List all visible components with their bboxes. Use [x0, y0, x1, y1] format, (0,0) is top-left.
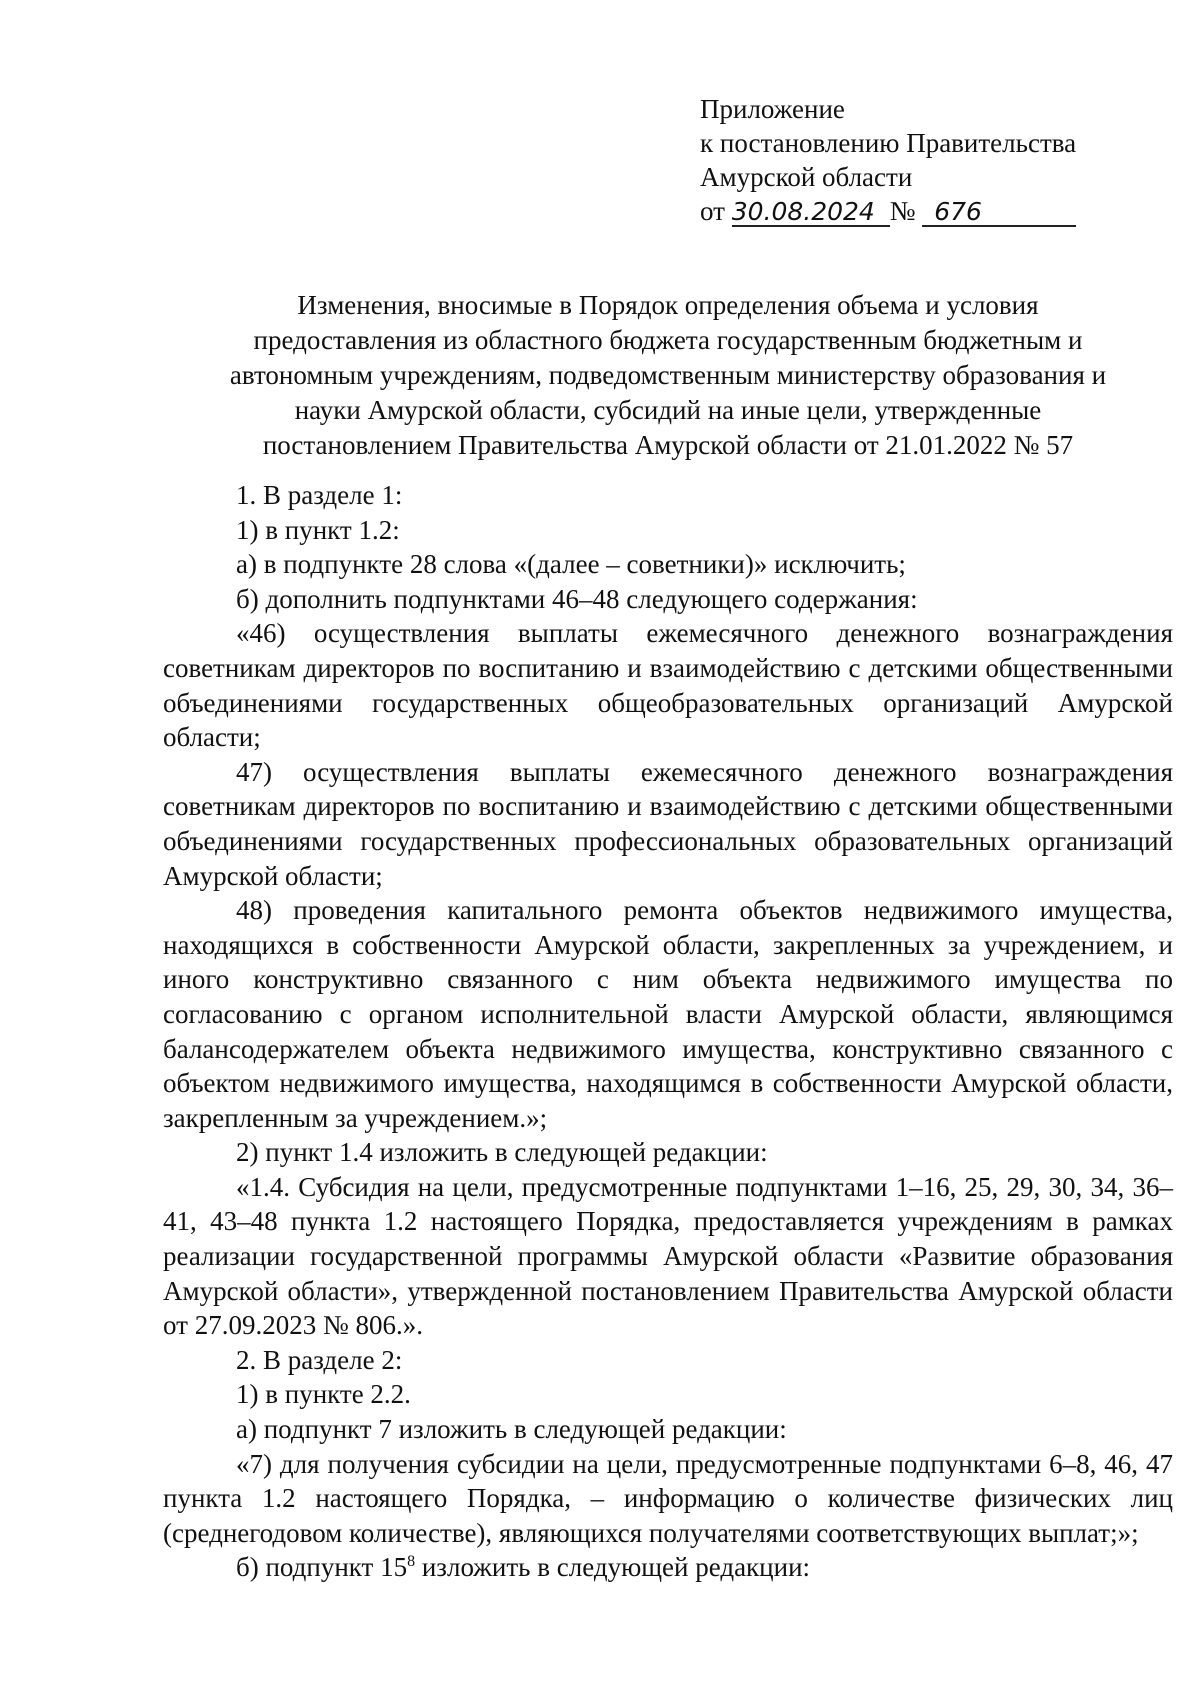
document-body: [163, 478, 1173, 1585]
paragraph: 47) осуществления выплаты ежемесячного денежного вознаграждения советникам директоров по воспитанию и взаимодействию с детскими общественными объединениями государственных профессиональных образовательных организаций Амурской области;: [163, 756, 1173, 891]
document-title: [168, 288, 1168, 463]
paragraph: а) подпункт 7 изложить в следующей редакции:: [236, 1414, 787, 1445]
title-line: постановлением Правительства Амурской области от 21.01.2022 № 57: [262, 430, 1074, 460]
paragraph: [163, 1550, 1173, 1585]
title-line: автономным учреждениям, подведомственным министерству образования и: [229, 360, 1107, 390]
number-label: №: [889, 196, 916, 226]
title-line: предоставления из областного бюджета государственным бюджетным и: [253, 325, 1083, 355]
approval-block: [700, 92, 1160, 228]
paragraph: 2) пункт 1.4 изложить в следующей редакции:: [236, 1137, 768, 1168]
from-label: от: [700, 196, 725, 226]
paragraph: 48) проведения капитального ремонта объектов недвижимого имущества, находящихся в собственности Амурской области, закрепленных за учреждением, и иного конструктивно связанного с ним объекта недвижимого имущества по согласованию с органом исполнительной власти Амурской области, являющимся балансодержателем объекта недвижимого имущества, конструктивно связанного с объектом недвижимого имущества, находящимся в собственности Амурской области, закрепленным за учреждением.»;: [163, 895, 1173, 1133]
paragraph: 1. В разделе 1:: [236, 480, 403, 510]
paragraph: 1) в пункт 1.2:: [236, 514, 400, 545]
paragraph: 2. В разделе 2:: [236, 1344, 403, 1375]
paragraph: «46) осуществления выплаты ежемесячного денежного вознаграждения советникам директоров по воспитанию и взаимодействию с детскими общественными объединениями государственных общеобразовательных организаций Амурской области;: [163, 618, 1173, 753]
approval-line: Приложение: [700, 94, 845, 124]
paragraph: «7) для получения субсидии на цели, предусмотренные подпунктами 6–8, 46, 47 пункта 1.2 настоящего Порядка, – информацию о количестве физических лиц (среднегодовом количестве), являющихся получателями соответствующих выплат;»;: [163, 1448, 1173, 1548]
title-line: Изменения, вносимые в Порядок определения объема и условия: [297, 290, 1039, 320]
handwritten-number: 676: [922, 199, 1076, 227]
superscript: 8: [407, 1553, 416, 1571]
paragraph: 1) в пункте 2.2.: [236, 1379, 411, 1410]
paragraph-text: изложить в следующей редакции:: [415, 1552, 811, 1583]
approval-date-line: [700, 194, 1160, 228]
title-line: науки Амурской области, субсидий на иные цели, утвержденные: [294, 395, 1042, 425]
handwritten-date: 30.08.2024: [732, 199, 890, 227]
approval-line: Амурской области: [700, 162, 913, 192]
paragraph: б) дополнить подпунктами 46–48 следующего содержания:: [236, 583, 918, 614]
paragraph: а) в подпункте 28 слова «(далее – советники)» исключить;: [236, 549, 906, 580]
paragraph: «1.4. Субсидия на цели, предусмотренные подпунктами 1–16, 25, 29, 30, 34, 36–41, 43–48 пункта 1.2 настоящего Порядка, предоставляется учреждениям в рамках реализации государственной программы Амурской области «Развитие образования Амурской области», утвержденной постановлением Правительства Амурской области от 27.09.2023 № 806.».: [163, 1171, 1173, 1341]
approval-line: к постановлению Правительства: [700, 128, 1077, 158]
paragraph-text: б) подпункт 15: [236, 1552, 408, 1583]
